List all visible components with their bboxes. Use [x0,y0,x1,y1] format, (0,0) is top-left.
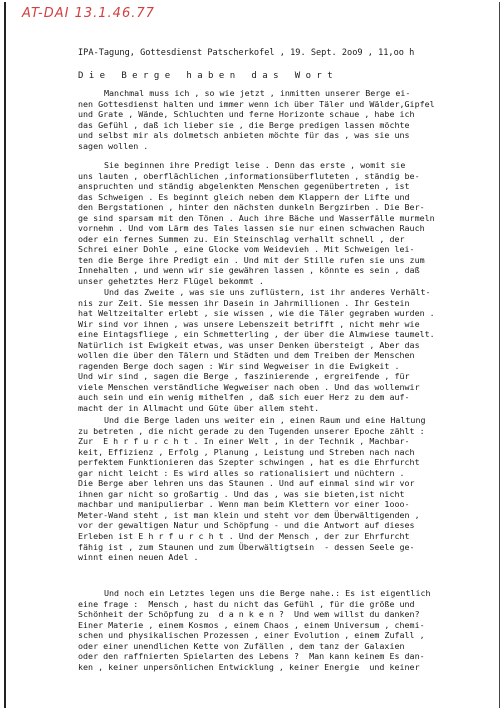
text-line: Und die Berge laden uns weiter ein , einen Raum und eine Haltung [104,415,426,425]
document-title: D i e B e r g e h a b e n d a s W o r t [78,71,333,81]
text-line: winnt einen neuen Adel . [78,552,199,563]
text-line: den Bergstationen , hinter den nächsten dunkeln Bergzirben . Die Ber- [78,202,425,213]
text-line: eine frage : Mensch , hast du nicht das Gefühl , für die größe und [78,598,415,609]
text-line: oder den raffnierten Spielarten des Lebens ? Man kann keinem Es dan- [78,651,425,662]
text-line: ten die Berge ihre Predigt ein . Und mit der Stille rufen sie uns zum [78,254,425,265]
text-line: schen und physikalischen Prozessen , einer Evolution , einem Zufall , [78,630,425,641]
text-line: oder ein fernes Summen zu. Ein Steinschlag verhallt schnell , der [78,233,405,244]
text-line: Die Berge aber lehren uns das Staunen . Und auf einmal sind wir vor [78,478,415,489]
text-line: Schönheit der Schöpfung zu d a n k e n ? Und wem willst du danken? [78,609,420,620]
document-header: IPA-Tagung, Gottesdienst Patscherkofel , 19. Sept. 2oo9 , 11,oo h [78,48,415,58]
text-line: ihnen gar nicht so großartig . Und das , was sie bieten,ist nicht [78,488,405,499]
text-line: und selbst mir als dolmetsch anbieten möchte für das , was sie uns [78,130,410,141]
text-line: Erleben ist E h r f u r c h t . Und der Mensch , der zur Ehrfurcht [78,531,410,542]
text-line: vor der gewaltigen Natur und Schöpfung - und die Antwort auf dieses [78,520,415,531]
text-line: uns lauten , oberflächlichen ,informationsüberfluteten , ständig be- [78,170,420,181]
text-line: hat Weltzeitalter erlebt , sie wissen , wie die Täler gegraben wurden . [78,308,435,319]
text-line: anspruchten und ständig abgelenkten Menschen gegenübertreten , ist [78,181,410,192]
text-line: Und noch ein Letztes legen uns die Berge nahe.: Es ist eigentlich [104,588,431,598]
text-line: macht der in Allmacht und Güte über allem steht. [78,403,320,414]
text-line: machbar und manipulierbar . Wenn man beim Klettern vor einer 1ooo- [78,499,410,510]
text-line: ge sind sparsam mit den Tönen . Auch ihre Bäche und Wasserfälle murmeln [78,212,435,223]
text-line: Meter-Wand steht , ist man klein und steht vor dem Überwältigenden , [78,509,420,520]
text-line: eine Eintagsfliege , ein Schmetterling , der über die Almwiese taumelt. [78,329,435,340]
text-line: fähig ist , zum Staunen und zum Überwältigtsein - dessen Seele ge- [78,541,415,552]
text-line: perfektem Funktionieren das Szepter schwingen , hat es die Ehrfurcht [78,457,420,468]
text-line: Innehalten , und wenn wir sie gewähren lassen , könnte es sein , daß [78,265,420,276]
text-line: viele Menschen verständliche Wegweiser nach oben . Und das wollenwir [78,381,420,392]
text-line: Und das Zweite , was sie uns zuflüstern, ist ihr anderes Verhält- [104,287,431,297]
text-line: gar nicht leicht : Es wird alles so rationalisiert und nüchtern . [78,467,405,478]
text-line: oder einer unendlichen Kette von Zufällen , dem tanz der Galaxien [78,640,405,651]
paragraph-4 [0,415,504,563]
text-line: Zur E h r f u r c h t . In einer Welt , in der Technik , Machbar- [78,436,410,447]
text-line: wollen die über den Tälern und Städten und dem Treiben der Menschen [78,350,415,361]
text-line: das Gefühl , daß ich lieber sie , die Berge predigen lassen möchte [78,119,410,130]
paragraph-5 [0,588,504,672]
text-line: keit, Effizienz , Erfolg , Planung , Leistung und Streben nach nach [78,446,415,457]
text-line: ragenden Berge doch sagen : Wir sind Wegweiser in die Ewigkeit . [78,360,400,371]
paragraph-3 [0,287,504,414]
text-line: Schrei einer Dohle , eine Glocke vom Weidevieh . Mit Schweigen lei- [78,244,415,255]
text-line: sagen wollen . [78,140,149,151]
text-line: ken , keiner unpersönlichen Entwicklung , keiner Energie und keiner [78,661,420,672]
paragraph-1 [0,88,504,151]
text-line: zu betreten , die nicht gerade zu den Tugenden unserer Epoche zählt : [78,425,425,436]
text-line: und Grate , Wände, Schluchten und ferne Horizonte schaue , habe ich [78,109,415,120]
text-line: vornehm . Und vom Lärm des Tales lassen sie nur einen schwachen Rauch [78,223,425,234]
text-line: Und wir sind , sagen die Berge , faszinierende , ergreifende , für [78,371,410,382]
paragraph-2 [0,160,504,287]
archive-stamp: AT-DAI 13.1.46.77 [22,6,155,21]
text-line: auch sein und ein wenig mithelfen , daß sich euer Herz zu dem auf- [78,392,410,403]
text-line: unser gehetztes Herz Flügel bekommt . [78,276,264,287]
text-line: Wir sind vor ihnen , was unsere Lebenszeit betrifft , nicht mehr wie [78,318,420,329]
text-line: Sie beginnen ihre Predigt leise . Denn das erste , womit sie [104,160,406,170]
text-line: Manchmal muss ich , so wie jetzt , inmitten unserer Berge ei- [104,88,411,98]
text-line: Natürlich ist Ewigkeit etwas, was unser Denken übersteigt , Aber das [78,339,420,350]
text-line: Einer Materie , einem Kosmos , einem Chaos , einem Universum , chemi- [78,619,425,630]
text-line: das Schweigen . Es beginnt gleich neben dem Klappern der Lifte und [78,191,410,202]
text-line: nen Gottesdienst halten und immer wenn ich über Täler und Wälder,Gipfel [78,98,435,109]
text-line: nis zur Zeit. Sie messen ihr Dasein in Jahrmillionen . Ihr Gestein [78,297,410,308]
